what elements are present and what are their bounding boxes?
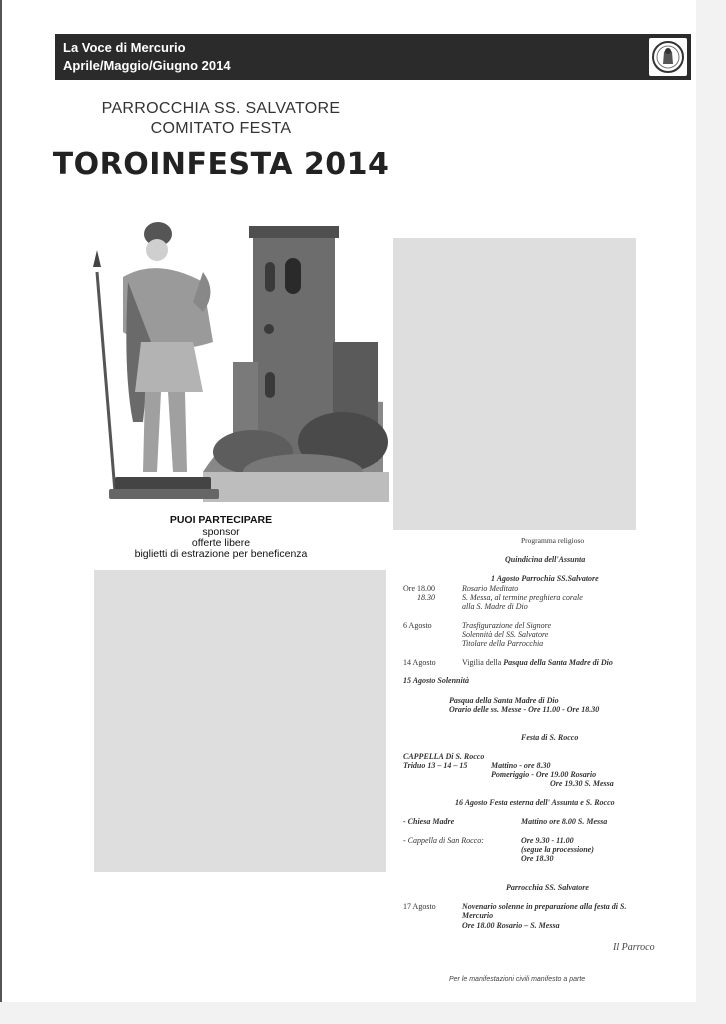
chiesa-label: - Chiesa Madre	[403, 817, 455, 826]
poster-title: TOROINFESTA 2014	[53, 147, 389, 182]
triduo-line-1: Mattino - ore 8.30	[491, 761, 551, 770]
cappella-title: CAPPELLA Di S. Rocco	[403, 752, 485, 761]
poster-cta: PUOI PARTECIPARE	[169, 514, 273, 526]
aug14-vigil: Vigilia della	[462, 658, 502, 667]
triduo-line-3: Ore 19.30 S. Messa	[550, 779, 614, 788]
poster-illustration	[53, 142, 389, 502]
program-heading: Programma religioso	[521, 536, 585, 545]
aug17-line-1: Novenario solenne in preparazione alla festa di S.	[462, 902, 627, 911]
religious-program	[393, 528, 693, 988]
aug1-time-1: Ore 18.00	[403, 584, 435, 593]
aug17-date: 17 Agosto	[403, 902, 436, 911]
newsletter-title: La Voce di Mercurio	[63, 40, 186, 55]
aug6-date: 6 Agosto	[403, 621, 432, 630]
left-border	[0, 0, 2, 1024]
section-san-rocco: Festa di S. Rocco	[521, 733, 579, 742]
signature-parroco: Il Parroco	[613, 942, 655, 953]
aug15-title: 15 Agosto Solennità	[403, 676, 469, 685]
aug14-feast: Pasqua della Santa Madre di Dio	[503, 658, 613, 667]
newsletter-header	[55, 34, 691, 80]
cappella-line-2: (segue la processione)	[521, 845, 594, 854]
aug1-text-2: S. Messa, al termine preghiera corale	[462, 593, 583, 602]
aug14-date: 14 Agosto	[403, 658, 436, 667]
festival-poster	[53, 92, 389, 568]
bottom-margin	[0, 1002, 726, 1024]
section-assunta: Quindicina dell'Assunta	[505, 555, 586, 564]
aug1-title: 1 Agosto Parrochia SS.Salvatore	[491, 574, 599, 583]
aug15-line-2: Orario delle ss. Messe - Ore 11.00 - Ore 18.30	[449, 705, 600, 714]
poster-sponsor: sponsor	[202, 526, 240, 538]
section-parish: Parrocchia SS. Salvatore	[506, 883, 589, 892]
aug1-text-1: Rosario Meditato	[462, 584, 519, 593]
poster-lottery: biglietti di estrazione per beneficenza	[134, 548, 308, 560]
poster-committee: COMITATO FESTA	[150, 120, 292, 137]
aug6-line-2: Solennità del SS. Salvatore	[462, 630, 549, 639]
poster-offerings: offerte libere	[191, 537, 251, 549]
image-placeholder-top	[393, 238, 636, 530]
aug6-line-3: Titolare della Parrocchia	[462, 639, 544, 648]
cappella-line-3: Ore 18.30	[521, 854, 554, 863]
aug6-line-1: Trasfigurazione del Signore	[462, 621, 552, 630]
aug16-title: 16 Agosto Festa esterna dell' Assunta e S. Rocco	[455, 798, 615, 807]
chiesa-text: Mattino ore 8.00 S. Messa	[521, 817, 608, 826]
image-placeholder-bottom	[94, 570, 386, 872]
aug17-line-3: Ore 18.00 Rosario – S. Messa	[462, 921, 560, 930]
footnote: Per le manifestazioni civili manifesto a parte	[449, 976, 586, 983]
aug17-line-2: Mercurio	[462, 911, 494, 920]
poster-parish: PARROCCHIA SS. SALVATORE	[101, 100, 341, 117]
newsletter-issue: Aprile/Maggio/Giugno 2014	[63, 58, 231, 73]
right-margin	[696, 0, 726, 1024]
triduo-line-2: Pomeriggio - Ore 19.00 Rosario	[491, 770, 597, 779]
aug14-text	[462, 658, 613, 667]
aug15-line-1: Pasqua della Santa Madre di Dio	[449, 696, 559, 705]
cappella-label: - Cappella di San Rocco:	[403, 836, 484, 845]
aug1-text-3: alla S. Madre di Dio	[462, 602, 528, 611]
triduo-label: Triduo 13 – 14 – 15	[403, 761, 468, 770]
aug1-time-2: 18.30	[417, 593, 435, 602]
cappella-line-1: Ore 9.30 - 11.00	[521, 836, 574, 845]
circular-crest-logo-icon	[649, 38, 687, 76]
